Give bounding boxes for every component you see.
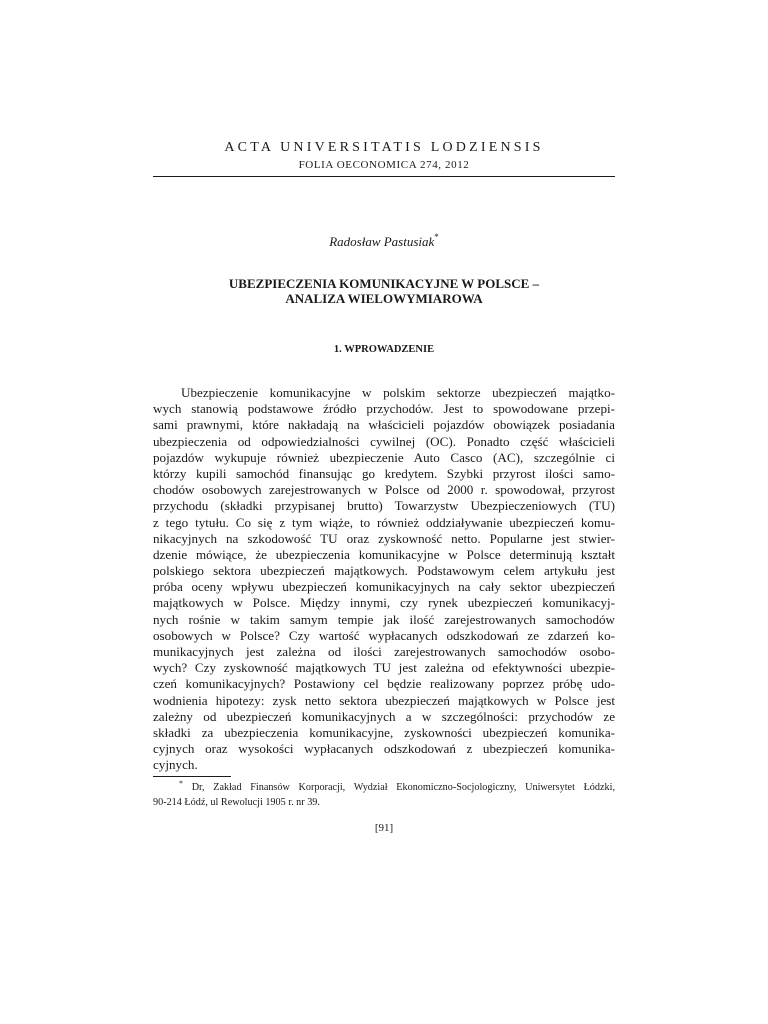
body-line: majątkowych w Polsce. Między innymi, czy rynek ubezpieczeń komunikacyj- [153, 595, 615, 611]
footnote [153, 781, 615, 810]
body-line: czeń komunikacyjnych? Postawiony cel będzie realizowany poprzez próbę udo- [153, 676, 615, 692]
footnote-mark: * [179, 779, 183, 788]
journal-folio: FOLIA OECONOMICA 274, 2012 [298, 159, 470, 171]
body-line: pojazdów wykupuje również ubezpieczenie Auto Casco (AC), szczególnie ci [153, 449, 615, 465]
footnote-line-2: 90-214 Łódź, ul Rewolucji 1905 r. nr 39. [153, 796, 320, 808]
body-line: munikacyjnych jest zależna od ilości zarejestrowanych samochodów osobo- [153, 644, 615, 659]
body-line: ubezpieczenia od odpowiedzialności cywilnej (OC). Ponadto część właścicieli [153, 433, 615, 449]
body-line: chodów osobowych zarejestrowanych w Polsce od 2000 r. spowodował, przyrost [153, 482, 615, 498]
author-footnote-mark: * [434, 232, 439, 242]
article-title-line-2: ANALIZA WIELOWYMIAROWA [285, 291, 483, 306]
body-line: cyjnych. [153, 757, 198, 773]
footnote-text-1: Dr, Zakład Finansów Korporacji, Wydział Ekonomiczno-Socjologiczny, Uniwersytet Łódzki, [191, 782, 615, 793]
body-line: nych rośnie w takim samym tempie jak ilość zarejestrowanych samochodów [153, 611, 615, 627]
footnote-line-1 [153, 781, 615, 796]
body-line: którzy kupili samochód finansując go kredytem. Szybki przyrost ilości samo- [153, 465, 615, 481]
author-name: Radosław Pastusiak [329, 234, 435, 249]
body-line: z tego tytułu. Co się z tym wiąże, to również oddziaływanie ubezpieczeń komu- [153, 514, 615, 530]
body-line: sami prawnymi, które nakładają na właścicieli pojazdów obowiązek posiadania [153, 417, 615, 433]
article-title-line-1: UBEZPIECZENIA KOMUNIKACYJNE W POLSCE – [228, 276, 540, 291]
body-line: składki za ubezpieczenia komunikacyjne, zyskowności ubezpieczeń komunika- [153, 724, 615, 740]
page-number: [91] [374, 822, 394, 834]
body-line: wych? Czy zyskowność majątkowych TU jest zależna od efektywności ubezpie- [153, 660, 615, 676]
journal-name: ACTA UNIVERSITATIS LODZIENSIS [224, 140, 544, 155]
body-line: próba oceny wpływu ubezpieczeń komunikacyjnych na cały sektor ubezpieczeń [153, 579, 615, 595]
body-line: osobowych w Polsce? Czy wartość wypłacanych odszkodowań ze zdarzeń ko- [153, 627, 615, 643]
section-heading: 1. WPROWADZENIE [333, 344, 435, 355]
body-line: dzenie mówiące, że ubezpieczenia komunikacyjne w Polsce determinują kształt [153, 546, 615, 562]
author-line [153, 233, 615, 251]
footnote-rule [153, 776, 231, 777]
body-line: wych stanowią podstawowe źródło przychodów. Jest to spowodowane przepi- [153, 401, 615, 417]
body-line: wodnienia hipotezy: zysk netto sektora ubezpieczeń majątkowych w Polsce jest [153, 692, 615, 708]
body-line: przychodu (składki przypisanej brutto) Towarzystw Ubezpieczeniowych (TU) [153, 498, 615, 514]
body-paragraph [153, 385, 615, 774]
body-line: nikacyjnych na szkodowość TU oraz zyskowność netto. Popularne jest stwier- [153, 530, 615, 546]
article-title [153, 276, 615, 306]
body-line: polskiego sektora ubezpieczeń majątkowych. Podstawowym celem artykułu jest [153, 563, 615, 579]
body-line: Ubezpieczenie komunikacyjne w polskim sektorze ubezpieczeń majątko- [181, 385, 615, 400]
header-rule [153, 176, 615, 177]
body-line: zależny od ubezpieczeń komunikacyjnych a w szczególności: przychodów ze [153, 708, 615, 724]
body-line: cyjnych oraz wysokości wypłacanych odszkodowań z ubezpieczeń komunika- [153, 741, 615, 757]
